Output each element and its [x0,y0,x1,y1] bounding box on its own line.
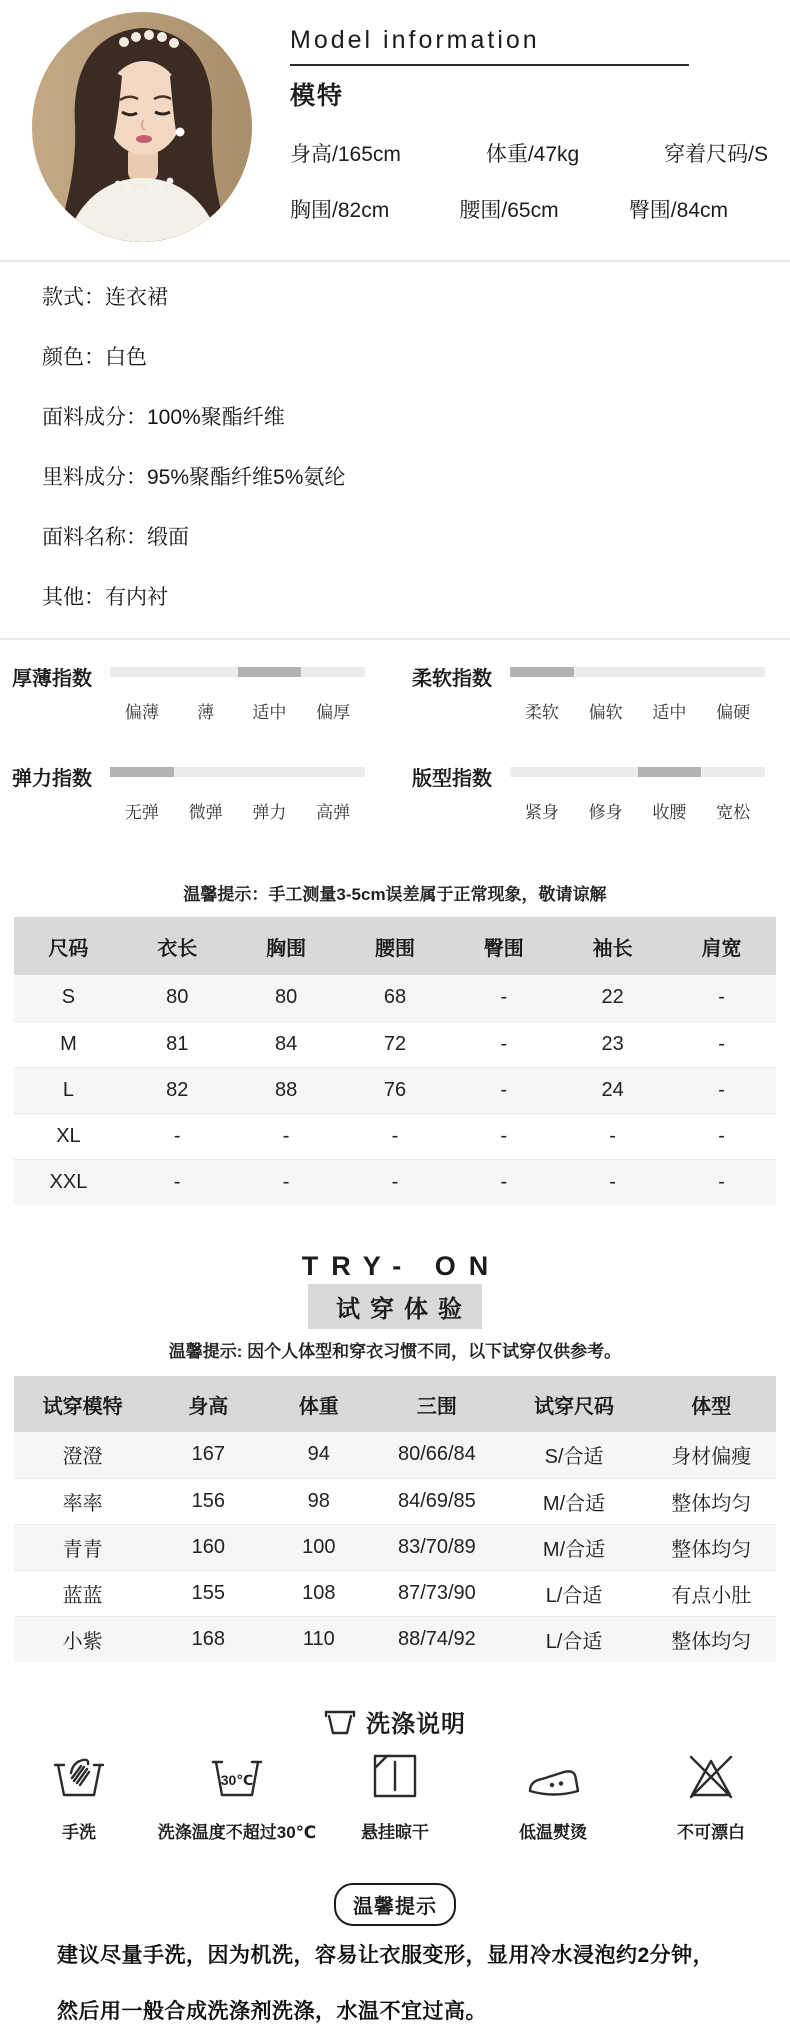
slider-active-segment [110,767,174,777]
fit-index-slider [395,760,790,852]
table-cell: 青青 [14,1524,151,1570]
slider-segment [701,767,765,777]
slider-segment [301,767,365,777]
column-header: 体型 [646,1376,776,1432]
table-cell: - [500,986,508,1009]
model-stats-row-2 [290,194,728,224]
table-cell: 84 [232,1021,341,1067]
table-cell: M/合适 [502,1524,647,1570]
table-cell: 168 [151,1616,265,1662]
table-cell: L [14,1067,123,1113]
slider-segment [638,667,702,677]
size-table [14,917,776,1205]
try-on-title-en: TRY- ON [301,1251,502,1281]
slider-label: 微弹 [188,803,223,822]
table-cell: 蓝蓝 [14,1570,151,1616]
notice-pill: 温馨提示 [334,1883,456,1926]
table-row [14,1067,776,1113]
slider-segment [510,767,574,777]
table-cell: 100 [265,1524,372,1570]
table-row [14,1159,776,1205]
column-header: 衣长 [123,917,232,975]
model-info-section [0,0,790,262]
slider-title: 厚薄指数 [12,668,92,690]
slider-title: 版型指数 [412,768,492,790]
table-cell: L/合适 [502,1616,647,1662]
table-cell: - [449,1113,558,1159]
column-header: 腰围 [341,917,450,975]
slider-active-segment [510,667,574,677]
table-cell: 80 [166,986,189,1009]
table-cell: 160 [151,1524,265,1570]
table-cell: S/合适 [544,1446,604,1469]
table-cell: 108 [265,1570,372,1616]
table-cell: - [558,1113,667,1159]
slider-label: 紧身 [524,803,559,822]
wash-item-label: 洗涤温度不超过30℃ [157,1823,317,1842]
table-cell: - [449,1021,558,1067]
attr-style: 款式：连衣裙 [42,286,168,309]
fabric-index-section [0,640,790,852]
column-header: 身高 [151,1376,265,1432]
slider-title: 弹力指数 [12,768,92,790]
slider-label: 偏软 [588,703,623,722]
try-on-table-header [14,1376,776,1432]
size-table-header [14,917,776,975]
thickness-index-slider [0,660,395,752]
hand-wash-icon [53,1750,105,1802]
table-cell: S [61,986,76,1009]
table-row [14,917,776,975]
slider-title: 柔软指数 [412,668,492,690]
table-cell: 整体均匀 [646,1616,776,1662]
wash-temp-30-icon [211,1750,263,1802]
slider-label: 高弹 [316,803,351,822]
washing-title: 洗涤说明 [366,1710,466,1738]
model-avatar-illustration [32,12,252,242]
wash-item-no-bleach [632,1750,790,1843]
table-cell: 72 [341,1021,450,1067]
table-cell: 94 [307,1443,330,1466]
column-header: 袖长 [558,917,667,975]
table-cell: L/合适 [502,1570,647,1616]
column-header: 试穿尺码 [502,1376,647,1432]
table-cell: - [667,1113,776,1159]
table-cell: - [232,1159,341,1205]
model-wearing-size: 穿着尺码/S [664,143,768,166]
table-cell: 82 [123,1067,232,1113]
table-cell: 80/66/84 [397,1443,476,1466]
table-cell: 110 [265,1616,372,1662]
iron-low-temp-icon [524,1750,582,1802]
table-cell: XL [14,1113,123,1159]
model-waist: 腰围/65cm [459,199,559,222]
slider-label: 偏薄 [124,703,159,722]
try-on-table-body [14,1432,776,1662]
wash-item-temp-30 [158,1750,316,1843]
hang-dry-icon [369,1750,421,1802]
table-row [14,1524,776,1570]
slider-label: 柔软 [524,703,559,722]
slider-label: 适中 [252,703,287,722]
slider-label: 修身 [588,803,623,822]
column-header: 体重 [265,1376,372,1432]
wash-item-iron-low [474,1750,632,1843]
table-row [14,1570,776,1616]
table-cell: 有点小肚 [646,1570,776,1616]
table-cell: 23 [558,1021,667,1067]
table-cell: 84/69/85 [372,1478,502,1524]
svg-text:30℃: 30℃ [220,1772,254,1788]
model-stats-row-1 [290,138,768,168]
table-cell: 167 [191,1443,225,1466]
try-on-table [14,1376,776,1662]
table-cell: - [449,1159,558,1205]
table-row [14,1021,776,1067]
slider-bar [510,667,765,677]
table-cell: 88 [232,1067,341,1113]
wash-item-hang-dry [316,1750,474,1843]
model-height: 身高/165cm [290,143,401,166]
table-cell: 156 [151,1478,265,1524]
wash-item-hand-wash [0,1750,158,1843]
table-cell: - [123,1113,232,1159]
slider-segment [174,767,238,777]
model-hip: 臀围/84cm [628,199,728,222]
model-weight: 体重/47kg [485,143,580,166]
slider-bar [110,667,365,677]
column-header: 试穿模特 [14,1376,151,1432]
table-row [14,1478,776,1524]
wash-item-label: 手洗 [62,1823,96,1842]
table-cell: 整体均匀 [646,1524,776,1570]
table-cell: - [667,1067,776,1113]
table-cell: - [232,1113,341,1159]
table-row [14,975,776,1021]
column-header: 尺码 [14,917,123,975]
product-attributes-section [0,262,790,640]
table-row [14,1616,776,1662]
table-cell: 88/74/92 [372,1616,502,1662]
model-bust: 胸围/82cm [290,199,390,222]
column-header: 肩宽 [667,917,776,975]
table-cell: - [341,1113,450,1159]
attr-fabric-composition: 面料成分：100%聚酯纤维 [42,406,285,429]
table-cell: M/合适 [502,1478,647,1524]
slider-bar [510,767,765,777]
table-cell: 83/70/89 [372,1524,502,1570]
slider-label: 无弹 [124,803,159,822]
table-row [14,1113,776,1159]
try-on-tip: 温馨提示: 因个人体型和穿衣习惯不同，以下试穿仅供参考。 [168,1342,622,1361]
table-row [14,1376,776,1432]
model-info-title-en: Model information [290,26,689,66]
model-info-title-zh: 模特 [290,82,345,110]
slider-segment [174,667,238,677]
slider-label: 收腰 [652,803,687,822]
table-cell: - [558,1159,667,1205]
notice-section [0,1883,790,2040]
table-cell: 98 [265,1478,372,1524]
slider-label: 宽松 [716,803,751,822]
slider-segment [110,667,174,677]
column-header: 臀围 [449,917,558,975]
elasticity-index-slider [0,760,395,852]
slider-bar [110,767,365,777]
wash-item-label: 低温熨烫 [519,1823,587,1842]
table-cell: - [123,1159,232,1205]
size-measure-tip: 温馨提示：手工测量3-5cm误差属于正常现象，敬请谅解 [183,885,607,904]
notice-text: 建议尽量手洗，因为机洗，容易让衣服变形，显用冷水浸泡约2分钟，然后用一般合成洗涤剂洗涤，水温不宜过高。 [57,1944,715,2023]
slider-segment [574,767,638,777]
table-cell: 24 [558,1067,667,1113]
column-header: 胸围 [232,917,341,975]
slider-label: 弹力 [252,803,287,822]
table-cell: 整体均匀 [646,1478,776,1524]
attr-lining-composition: 里料成分：95%聚酯纤维5%氨纶 [42,466,346,489]
table-cell: 22 [601,986,624,1009]
wash-basin-icon [324,1706,356,1736]
table-cell: 80 [274,986,298,1009]
slider-segment [238,767,302,777]
slider-label: 偏硬 [716,703,751,722]
table-cell: 小紫 [14,1616,151,1662]
attr-other: 其他：有内衬 [42,586,168,609]
attr-fabric-name: 面料名称：缎面 [42,526,189,549]
try-on-title-zh: 试穿体验 [308,1284,482,1329]
table-cell: M [14,1021,123,1067]
model-avatar-image [32,12,252,242]
table-cell: 76 [341,1067,450,1113]
no-bleach-icon [685,1750,737,1802]
slider-segment [701,667,765,677]
table-cell: 身材偏瘦 [671,1446,752,1469]
table-cell: 澄澄 [62,1446,103,1469]
washing-section [0,1706,790,1843]
table-cell: - [341,1159,450,1205]
slider-label: 适中 [652,703,687,722]
wash-item-label: 悬挂晾干 [361,1823,429,1842]
table-cell: - [667,1021,776,1067]
slider-active-segment [238,667,302,677]
model-info-block [290,26,768,224]
table-row [14,1432,776,1478]
table-cell: 81 [123,1021,232,1067]
table-cell: - [667,1159,776,1205]
slider-active-segment [638,767,702,777]
table-cell: 率率 [14,1478,151,1524]
table-cell: 87/73/90 [372,1570,502,1616]
column-header: 三围 [372,1376,502,1432]
size-table-section [0,880,790,1205]
table-cell: XXL [14,1159,123,1205]
table-cell: - [718,986,725,1009]
attr-color: 颜色：白色 [42,346,147,369]
try-on-section [0,1251,790,1662]
slider-segment [301,667,365,677]
wash-item-label: 不可漂白 [677,1823,745,1842]
table-cell: - [449,1067,558,1113]
slider-label: 薄 [197,703,215,722]
slider-label: 偏厚 [316,703,351,722]
table-cell: 155 [151,1570,265,1616]
softness-index-slider [395,660,790,752]
size-table-body [14,975,776,1205]
slider-segment [574,667,638,677]
table-cell: 68 [383,986,407,1009]
